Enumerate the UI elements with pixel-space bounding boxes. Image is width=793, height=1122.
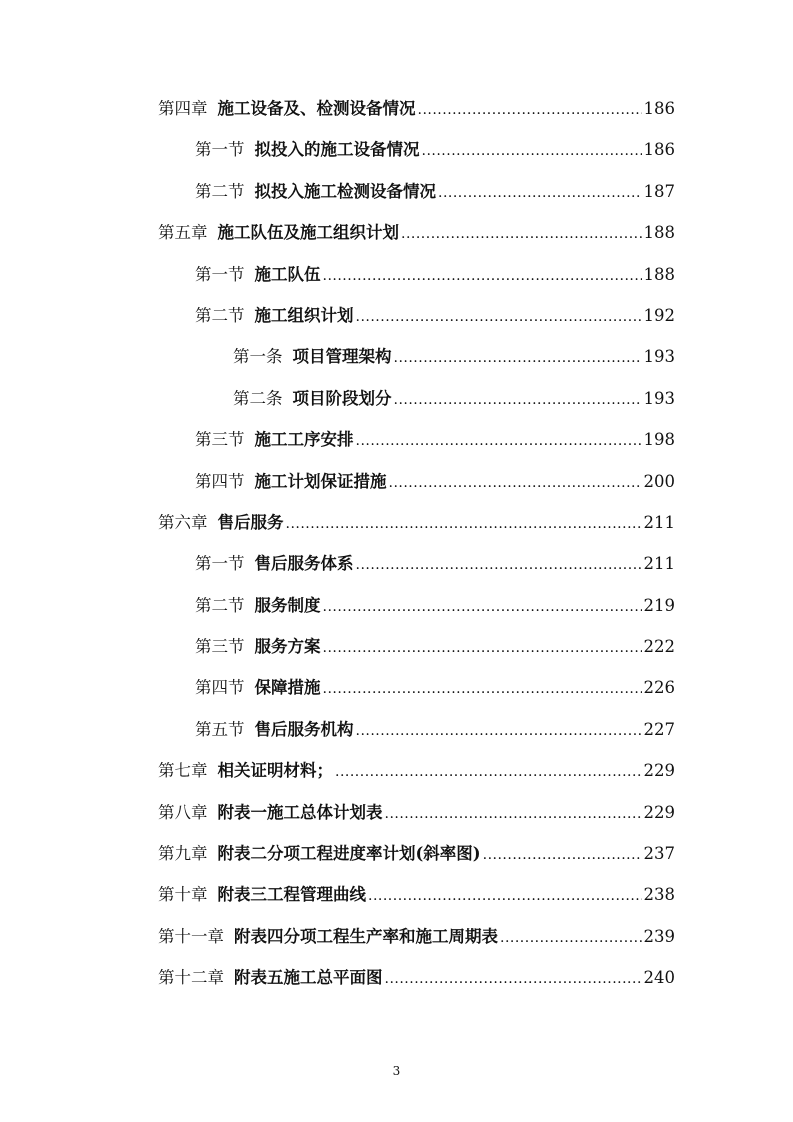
toc-leader-dots	[385, 959, 642, 1000]
toc-leader-dots	[335, 752, 642, 793]
toc-entry-page: 188	[643, 223, 675, 243]
toc-entry-number: 第五节	[195, 719, 245, 739]
toc-entry-page: 238	[643, 885, 675, 905]
toc-entry[interactable]	[158, 212, 675, 253]
toc-leader-dots	[483, 835, 642, 876]
toc-entry-title: 服务方案	[254, 637, 321, 657]
toc-leader-dots	[368, 876, 642, 917]
toc-entry-number: 第九章	[158, 844, 208, 864]
toc-entry-title: 项目阶段划分	[292, 388, 392, 408]
toc-leader-dots	[356, 711, 642, 752]
toc-entry-title: 服务制度	[254, 595, 321, 615]
toc-leader-dots	[418, 90, 642, 131]
toc-entry-title: 附表一施工总体计划表	[217, 802, 383, 822]
toc-entry-title: 售后服务	[217, 512, 284, 532]
toc-entry-title: 施工队伍	[254, 264, 321, 284]
toc-entry[interactable]	[158, 750, 675, 791]
toc-entry[interactable]	[158, 254, 675, 295]
toc-entry[interactable]	[158, 336, 675, 377]
toc-entry-page: 219	[643, 595, 675, 615]
toc-leader-dots	[389, 463, 642, 504]
toc-entry-page: 188	[643, 264, 675, 284]
toc-entry-title: 拟投入的施工设备情况	[254, 140, 420, 160]
toc-leader-dots	[323, 628, 642, 669]
toc-entry-number: 第二节	[195, 595, 245, 615]
toc-entry-page: 211	[643, 554, 675, 574]
toc-entry-page: 198	[643, 430, 675, 450]
page-number: 3	[392, 1064, 401, 1078]
toc-entry[interactable]	[158, 461, 675, 502]
toc-entry-page: 200	[643, 471, 675, 491]
toc-entry-title: 相关证明材料；	[217, 761, 333, 781]
toc-entry[interactable]	[158, 171, 675, 212]
table-of-contents	[158, 88, 675, 999]
toc-entry-title: 保障措施	[254, 678, 321, 698]
toc-entry-title: 附表二分项工程进度率计划(斜率图)	[217, 844, 481, 864]
toc-entry[interactable]	[158, 916, 675, 957]
toc-entry[interactable]	[158, 543, 675, 584]
toc-entry-title: 售后服务体系	[254, 554, 354, 574]
toc-entry-number: 第四节	[195, 471, 245, 491]
toc-entry-page: 227	[643, 719, 675, 739]
toc-entry-number: 第一条	[233, 347, 283, 367]
toc-entry-number: 第三节	[195, 430, 245, 450]
toc-entry[interactable]	[158, 419, 675, 460]
toc-entry-page: 240	[643, 968, 675, 988]
toc-leader-dots	[500, 918, 642, 959]
toc-entry[interactable]	[158, 129, 675, 170]
toc-entry-number: 第十一章	[158, 926, 224, 946]
toc-entry-title: 施工工序安排	[254, 430, 354, 450]
toc-entry-number: 第二条	[233, 388, 283, 408]
toc-entry-title: 施工队伍及施工组织计划	[217, 223, 399, 243]
toc-entry-page: 193	[643, 388, 675, 408]
toc-entry-title: 拟投入施工检测设备情况	[254, 181, 436, 201]
toc-leader-dots	[286, 504, 642, 545]
toc-entry-number: 第二节	[195, 181, 245, 201]
toc-leader-dots	[323, 669, 642, 710]
toc-entry-title: 附表四分项工程生产率和施工周期表	[234, 926, 498, 946]
toc-entry-page: 193	[643, 347, 675, 367]
toc-entry-page: 229	[643, 761, 675, 781]
toc-leader-dots	[394, 380, 642, 421]
toc-entry-number: 第五章	[158, 223, 208, 243]
toc-entry[interactable]	[158, 295, 675, 336]
toc-entry[interactable]	[158, 957, 675, 998]
toc-entry-page: 237	[643, 844, 675, 864]
toc-entry-page: 226	[643, 678, 675, 698]
toc-leader-dots	[394, 338, 642, 379]
toc-entry-page: 229	[643, 802, 675, 822]
toc-entry[interactable]	[158, 585, 675, 626]
toc-entry-title: 附表五施工总平面图	[234, 968, 383, 988]
toc-leader-dots	[422, 131, 642, 172]
toc-entry[interactable]	[158, 378, 675, 419]
toc-entry[interactable]	[158, 502, 675, 543]
toc-entry-number: 第二节	[195, 305, 245, 325]
toc-entry-number: 第七章	[158, 761, 208, 781]
toc-entry[interactable]	[158, 709, 675, 750]
toc-leader-dots	[323, 256, 642, 297]
toc-entry-number: 第四章	[158, 99, 208, 118]
toc-leader-dots	[401, 214, 642, 255]
toc-entry[interactable]	[158, 626, 675, 667]
toc-leader-dots	[356, 421, 642, 462]
toc-leader-dots	[323, 587, 642, 628]
toc-entry-title: 施工组织计划	[254, 305, 354, 325]
toc-leader-dots	[356, 545, 642, 586]
toc-entry-number: 第八章	[158, 802, 208, 822]
toc-leader-dots	[385, 794, 642, 835]
toc-entry-page: 239	[643, 926, 675, 946]
toc-entry-page: 186	[643, 140, 675, 160]
toc-entry-page: 222	[643, 637, 675, 657]
toc-entry[interactable]	[158, 667, 675, 708]
toc-entry-title: 售后服务机构	[254, 719, 354, 739]
toc-entry-title: 施工设备及、检测设备情况	[217, 99, 416, 118]
toc-entry[interactable]	[158, 88, 675, 129]
toc-entry[interactable]	[158, 792, 675, 833]
toc-entry-number: 第十二章	[158, 968, 224, 988]
toc-entry-page: 192	[643, 305, 675, 325]
toc-leader-dots	[356, 297, 642, 338]
toc-entry-number: 第一节	[195, 264, 245, 284]
toc-entry-number: 第三节	[195, 637, 245, 657]
toc-entry-number: 第四节	[195, 678, 245, 698]
toc-entry-number: 第十章	[158, 885, 208, 905]
toc-entry-page: 211	[643, 512, 675, 532]
toc-entry[interactable]	[158, 833, 675, 874]
toc-entry-page: 187	[643, 181, 675, 201]
toc-entry[interactable]	[158, 874, 675, 915]
toc-entry-title: 项目管理架构	[292, 347, 392, 367]
toc-entry-number: 第一节	[195, 140, 245, 160]
toc-entry-title: 附表三工程管理曲线	[217, 885, 366, 905]
toc-entry-page: 186	[643, 99, 675, 118]
toc-entry-number: 第六章	[158, 512, 208, 532]
toc-entry-title: 施工计划保证措施	[254, 471, 387, 491]
toc-leader-dots	[438, 173, 642, 214]
toc-entry-number: 第一节	[195, 554, 245, 574]
